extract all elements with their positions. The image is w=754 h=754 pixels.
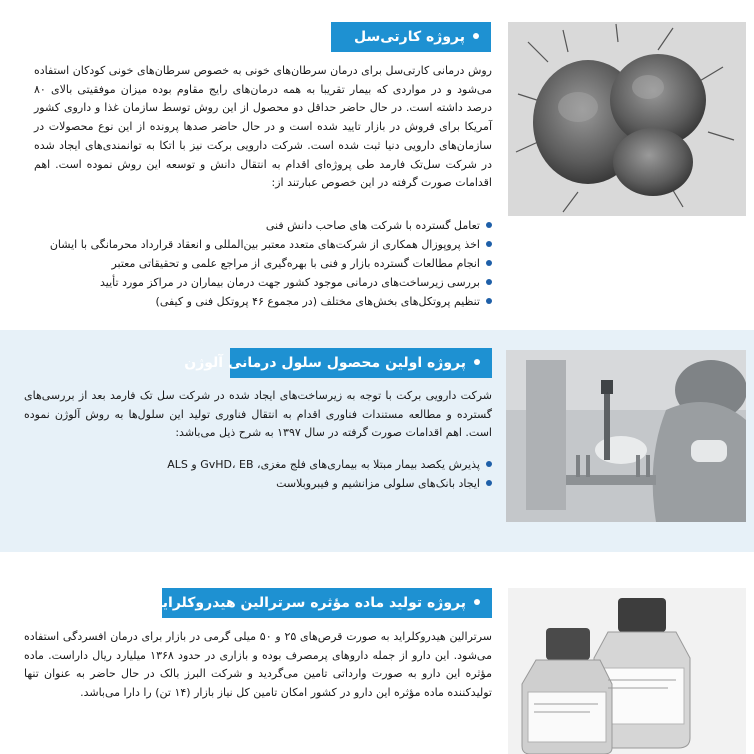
bullet-icon	[486, 260, 492, 266]
section-title: پروژه کارتی‌سل	[353, 29, 465, 45]
section-title: پروژه اولین محصول سلول درمانی آلوژن	[184, 355, 466, 371]
bullet-list	[22, 455, 492, 493]
list-item: ایجاد بانک‌های سلولی مزانشیم و فیبروبلاست	[22, 474, 492, 493]
bullet-icon	[486, 298, 492, 304]
section-paragraph: شرکت دارویی برکت با توجه به زیرساخت‌های ایجاد شده در شرکت سل تک فارمد بعد از بررسی‌های گسترده و مطالعه مستندات فناوری اقدام به انتقال فناوری تولید این سلول‌ها به روش آلوژن نموده است. اهم اقدامات صورت گرفته در سال ۱۳۹۷ به شرح ذیل می‌باشد:	[24, 389, 492, 440]
section-sertraline-api	[0, 568, 754, 754]
bullet-list	[22, 216, 492, 311]
section-paragraph: روش درمانی کارتی‌سل برای درمان سرطان‌های خونی به خصوص سرطان‌های خونی کودکان استفاده می‌شود و در مواردی که بیمار تقریبا به همه درمان‌های رایج مقاوم بوده میزان موفقیتی بالای ۸۰ درصد داشته است. در حال حاضر حداقل دو محصول از این روش توسط سازمان غذا و داروی کشور آمریکا برای فروش در بازار تایید شده است و در حال حاضر صدها پرونده از این نوع محصولات در سازمان‌های دارویی دنیا ثبت شده است. شرکت دارویی برکت نیز با اتکا به توانمندی‌های ایجاد شده در شرکت سل‌تک فارمد طی پروژه‌ای اقدام به انتقال دانش و توسعه این روش نموده است. اهم اقدامات صورت گرفته در این خصوص عبارتند از:	[34, 64, 492, 190]
lab-technician-image	[506, 350, 746, 522]
cancer-cell-image	[508, 22, 746, 216]
bullet-icon	[474, 359, 480, 365]
bullet-icon	[486, 241, 492, 247]
section-title: پروژه تولید ماده مؤثره سرترالین هیدروکلراید	[154, 595, 466, 611]
list-item: تعامل گسترده با شرکت های صاحب دانش فنی	[22, 216, 492, 235]
medicine-bottles-image	[508, 588, 746, 754]
list-item: تنظیم پروتکل‌های بخش‌های مختلف (در مجموع ۴۶ پروتکل فنی و کیفی)	[22, 292, 492, 311]
section-car-t-cell	[0, 0, 754, 318]
section-title-banner	[154, 588, 492, 618]
bullet-icon	[486, 222, 492, 228]
bullet-icon	[474, 599, 480, 605]
list-item: اخذ پروپوزال همکاری از شرکت‌های متعدد معتبر بین‌المللی و انعقاد قرارداد محرمانگی با ایشان	[22, 235, 492, 254]
section-title-banner	[184, 348, 492, 378]
bullet-icon	[486, 480, 492, 486]
list-item: انجام مطالعات گسترده بازار و فنی با بهره‌گیری از مراجع علمی و تحقیقاتی معتبر	[22, 254, 492, 273]
list-item: پذیرش یکصد بیمار مبتلا به بیماری‌های فلج مغزی، GvHD، EB و ALS	[22, 455, 492, 474]
section-allogeneic-cell-therapy	[0, 330, 754, 552]
bullet-icon	[473, 33, 479, 39]
section-paragraph: سرترالین هیدروکلراید به صورت قرص‌های ۲۵ و ۵۰ میلی گرمی در بازار برای درمان افسردگی استفاده می‌شود. این دارو از جمله داروهای پرمصرف بوده و بازاری در حدود ۱۳۶۸ میلیارد ریال داراست. ماده مؤثره این دارو به صورت وارداتی تامین می‌گردید و شرکت البرز بالک در حال حاضر به عنوان تنها تولیدکننده ماده مؤثره این دارو در کشور امکان تامین کل نیاز بازار (۱۴ تن) را دارا می‌باشد.	[24, 630, 492, 700]
list-item: بررسی زیرساخت‌های درمانی موجود کشور جهت درمان بیماران در مراکز مورد تأیید	[22, 273, 492, 292]
section-title-banner	[331, 22, 491, 52]
bullet-icon	[486, 279, 492, 285]
bullet-icon	[486, 461, 492, 467]
